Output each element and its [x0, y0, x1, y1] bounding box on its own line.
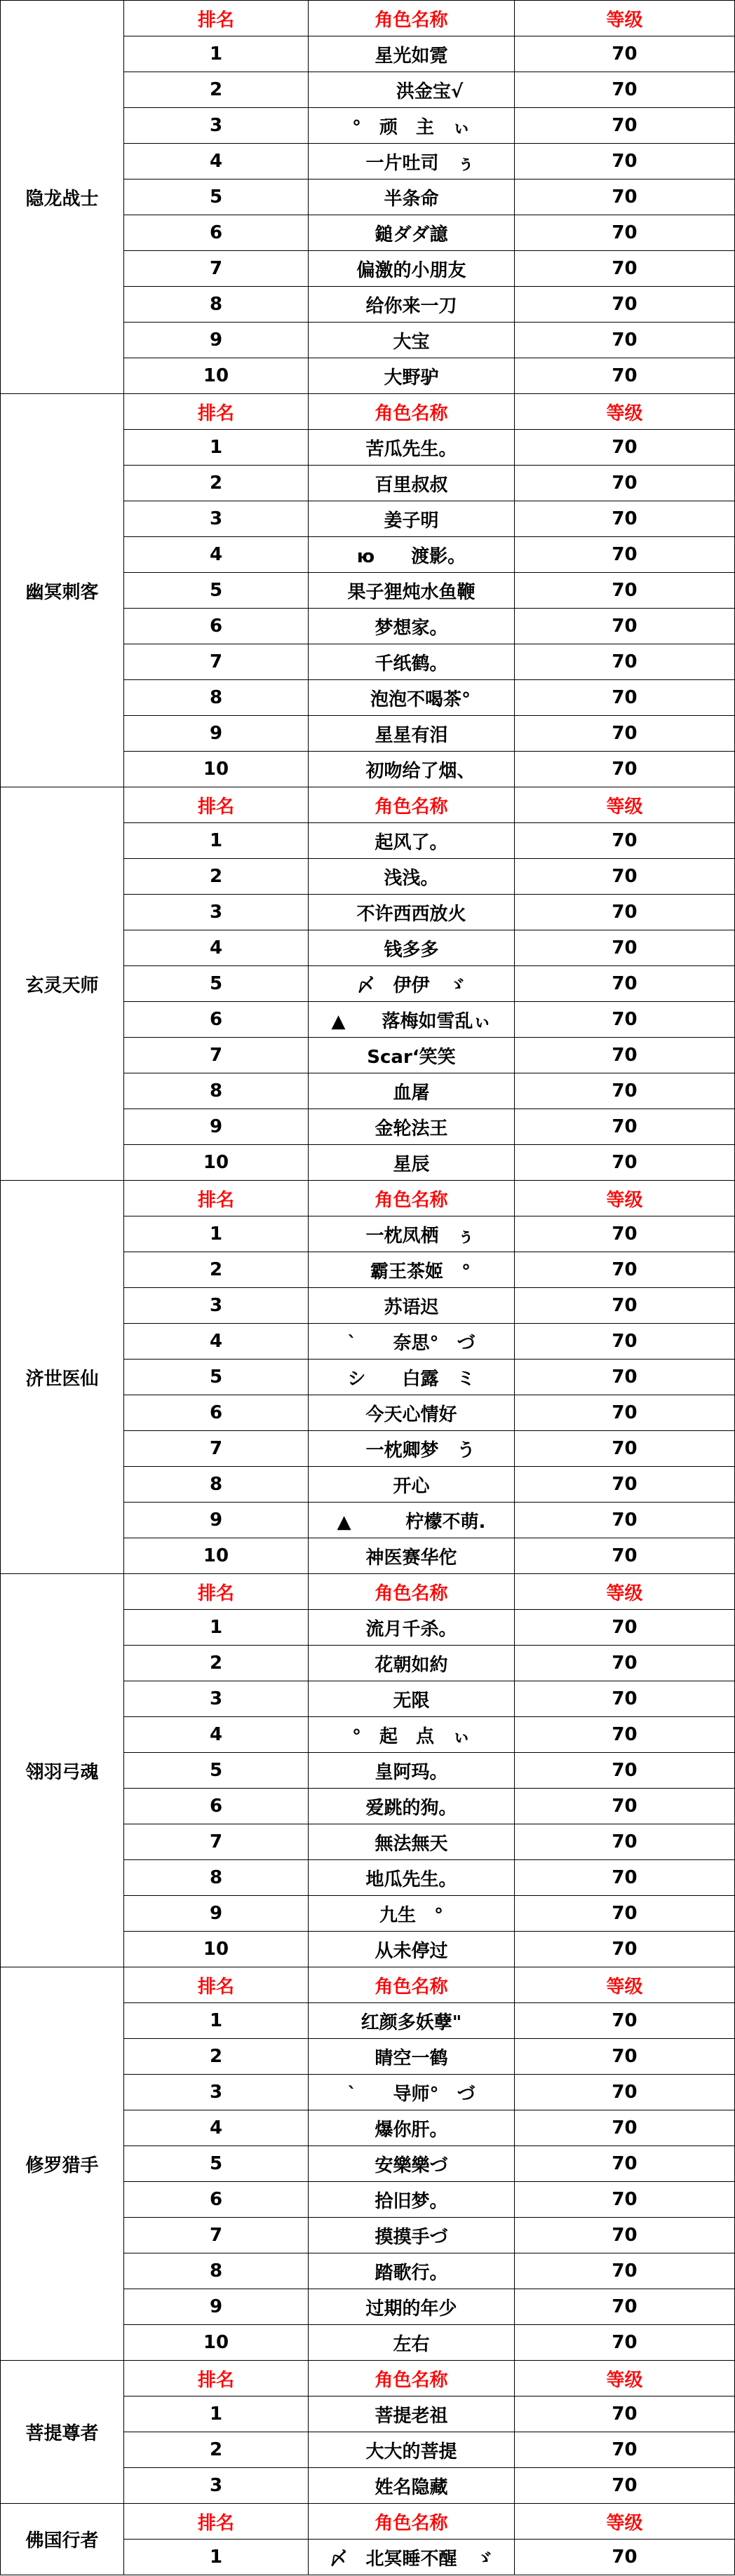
level-cell: 70: [515, 1896, 735, 1932]
character-name-cell: 不许西西放火: [309, 895, 515, 930]
character-name-cell: ▲ 落梅如雪乱ぃ: [309, 1002, 515, 1038]
level-cell: 70: [515, 930, 735, 966]
rank-cell: 3: [124, 895, 309, 930]
rank-cell: 9: [124, 1503, 309, 1538]
character-name-cell: 今天心情好: [309, 1395, 515, 1431]
level-cell: 70: [515, 609, 735, 644]
rank-cell: 3: [124, 501, 309, 537]
header-level: 等级: [515, 787, 735, 823]
character-name-cell: 爆你肝。: [309, 2110, 515, 2146]
section-header-row: [1, 1, 735, 36]
header-rank: 排名: [124, 2361, 309, 2397]
level-cell: 70: [515, 1646, 735, 1681]
rank-cell: 1: [124, 2540, 309, 2575]
level-cell: 70: [515, 466, 735, 501]
character-name-cell: ю 渡影。: [309, 537, 515, 573]
header-level: 等级: [515, 2361, 735, 2397]
level-cell: 70: [515, 2110, 735, 2146]
header-rank: 排名: [124, 1967, 309, 2003]
character-name-cell: 梦想家。: [309, 609, 515, 644]
character-name-cell: 花朝如約: [309, 1646, 515, 1681]
level-cell: 70: [515, 1216, 735, 1252]
character-name-cell: 百里叔叔: [309, 466, 515, 501]
level-cell: 70: [515, 2468, 735, 2504]
level-cell: 70: [515, 1324, 735, 1360]
character-name-cell: 〆 伊伊 ゞ: [309, 966, 515, 1002]
header-name: 角色名称: [309, 1181, 515, 1216]
header-name: 角色名称: [309, 2504, 515, 2540]
rank-cell: 6: [124, 2182, 309, 2218]
rank-cell: 6: [124, 1789, 309, 1824]
rank-cell: 2: [124, 2039, 309, 2075]
section-header-row: [1, 1574, 735, 1610]
header-name: 角色名称: [309, 1574, 515, 1610]
rank-cell: 10: [124, 1538, 309, 1574]
rank-cell: 2: [124, 1252, 309, 1288]
character-name-cell: 钱多多: [309, 930, 515, 966]
rank-cell: 7: [124, 644, 309, 680]
header-rank: 排名: [124, 787, 309, 823]
character-name-cell: 鎚ダダ譩: [309, 215, 515, 251]
character-name-cell: シ 白露 ミ: [309, 1360, 515, 1395]
level-cell: 70: [515, 287, 735, 323]
rank-cell: 8: [124, 2253, 309, 2289]
rank-cell: 5: [124, 1360, 309, 1395]
header-name: 角色名称: [309, 394, 515, 430]
character-name-cell: 开心: [309, 1467, 515, 1503]
level-cell: 70: [515, 537, 735, 573]
level-cell: 70: [515, 144, 735, 179]
level-cell: 70: [515, 1681, 735, 1717]
rank-cell: 1: [124, 36, 309, 72]
level-cell: 70: [515, 2182, 735, 2218]
character-name-cell: 泡泡不喝茶°: [309, 680, 515, 716]
character-name-cell: 一枕凤栖 ぅ: [309, 1216, 515, 1252]
class-name-cell: 翎羽弓魂: [1, 1574, 124, 1967]
level-cell: 70: [515, 251, 735, 287]
level-cell: 70: [515, 1860, 735, 1896]
rank-cell: 1: [124, 2003, 309, 2039]
character-name-cell: 红颜多妖孽": [309, 2003, 515, 2039]
rank-cell: 8: [124, 1860, 309, 1896]
rank-cell: 1: [124, 823, 309, 859]
character-name-cell: 苦瓜先生。: [309, 430, 515, 466]
rank-cell: 6: [124, 1395, 309, 1431]
character-name-cell: 拾旧梦。: [309, 2182, 515, 2218]
header-rank: 排名: [124, 1574, 309, 1610]
rank-cell: 1: [124, 1610, 309, 1646]
level-cell: 70: [515, 644, 735, 680]
character-name-cell: 星辰: [309, 1145, 515, 1181]
character-name-cell: 起风了。: [309, 823, 515, 859]
section-header-row: [1, 2504, 735, 2540]
level-cell: 70: [515, 358, 735, 394]
class-name-cell: 济世医仙: [1, 1181, 124, 1574]
rank-cell: 5: [124, 1753, 309, 1789]
character-name-cell: 左右: [309, 2325, 515, 2361]
rank-cell: 4: [124, 537, 309, 573]
rank-cell: 3: [124, 2075, 309, 2110]
level-cell: 70: [515, 501, 735, 537]
character-name-cell: 踏歌行。: [309, 2253, 515, 2289]
level-cell: 70: [515, 1932, 735, 1967]
level-cell: 70: [515, 215, 735, 251]
level-cell: 70: [515, 1038, 735, 1073]
class-name-cell: 玄灵天师: [1, 787, 124, 1181]
rank-cell: 10: [124, 358, 309, 394]
rank-cell: 6: [124, 215, 309, 251]
class-name-cell: 幽冥刺客: [1, 394, 124, 787]
character-name-cell: 大大的菩提: [309, 2432, 515, 2468]
character-name-cell: 从未停过: [309, 1932, 515, 1967]
rank-cell: 4: [124, 1717, 309, 1753]
character-name-cell: 大野驴: [309, 358, 515, 394]
level-cell: 70: [515, 1395, 735, 1431]
level-cell: 70: [515, 2075, 735, 2110]
level-cell: 70: [515, 1109, 735, 1145]
character-name-cell: ▲ 柠檬不萌.: [309, 1503, 515, 1538]
rank-cell: 6: [124, 609, 309, 644]
level-cell: 70: [515, 1073, 735, 1109]
level-cell: 70: [515, 966, 735, 1002]
character-name-cell: 金轮法王: [309, 1109, 515, 1145]
rank-cell: 2: [124, 72, 309, 108]
class-name-cell: 佛国行者: [1, 2504, 124, 2575]
rank-cell: 7: [124, 1824, 309, 1860]
rank-cell: 4: [124, 2110, 309, 2146]
character-name-cell: 大宝: [309, 323, 515, 358]
character-name-cell: 流月千杀。: [309, 1610, 515, 1646]
rank-cell: 4: [124, 1324, 309, 1360]
character-name-cell: 姜子明: [309, 501, 515, 537]
rank-cell: 5: [124, 179, 309, 215]
level-cell: 70: [515, 2397, 735, 2432]
rank-cell: 1: [124, 430, 309, 466]
level-cell: 70: [515, 1467, 735, 1503]
rank-cell: 10: [124, 1932, 309, 1967]
level-cell: 70: [515, 2003, 735, 2039]
character-name-cell: ` 奈思° づ: [309, 1324, 515, 1360]
level-cell: 70: [515, 72, 735, 108]
rank-cell: 9: [124, 716, 309, 752]
character-name-cell: 爱跳的狗。: [309, 1789, 515, 1824]
character-name-cell: 千纸鹤。: [309, 644, 515, 680]
character-name-cell: 半条命: [309, 179, 515, 215]
character-name-cell: 星光如霓: [309, 36, 515, 72]
level-cell: 70: [515, 859, 735, 895]
level-cell: 70: [515, 752, 735, 787]
character-name-cell: 无限: [309, 1681, 515, 1717]
rank-cell: 5: [124, 573, 309, 609]
character-name-cell: 过期的年少: [309, 2289, 515, 2325]
header-level: 等级: [515, 2504, 735, 2540]
header-level: 等级: [515, 394, 735, 430]
character-name-cell: 皇阿玛。: [309, 1753, 515, 1789]
level-cell: 70: [515, 1288, 735, 1324]
header-rank: 排名: [124, 1, 309, 36]
level-cell: 70: [515, 1145, 735, 1181]
header-name: 角色名称: [309, 1967, 515, 2003]
character-name-cell: 霸王茶姬 °: [309, 1252, 515, 1288]
level-cell: 70: [515, 2218, 735, 2253]
character-name-cell: 神医赛华佗: [309, 1538, 515, 1574]
rank-cell: 6: [124, 1002, 309, 1038]
header-rank: 排名: [124, 394, 309, 430]
header-level: 等级: [515, 1967, 735, 2003]
rank-cell: 3: [124, 108, 309, 144]
character-name-cell: 初吻给了烟、: [309, 752, 515, 787]
character-name-cell: Scar‘笑笑: [309, 1038, 515, 1073]
character-name-cell: 一片吐司 ぅ: [309, 144, 515, 179]
level-cell: 70: [515, 1360, 735, 1395]
rank-cell: 10: [124, 1145, 309, 1181]
rank-cell: 7: [124, 1431, 309, 1467]
rank-cell: 9: [124, 323, 309, 358]
rank-cell: 9: [124, 2289, 309, 2325]
level-cell: 70: [515, 680, 735, 716]
character-name-cell: 给你来一刀: [309, 287, 515, 323]
rank-cell: 3: [124, 1681, 309, 1717]
level-cell: 70: [515, 1538, 735, 1574]
level-cell: 70: [515, 716, 735, 752]
rank-cell: 1: [124, 2397, 309, 2432]
level-cell: 70: [515, 430, 735, 466]
character-name-cell: 菩提老祖: [309, 2397, 515, 2432]
level-cell: 70: [515, 1610, 735, 1646]
character-name-cell: 浅浅。: [309, 859, 515, 895]
level-cell: 70: [515, 2540, 735, 2575]
rank-cell: 9: [124, 1896, 309, 1932]
section-header-row: [1, 787, 735, 823]
rank-cell: 8: [124, 1467, 309, 1503]
level-cell: 70: [515, 323, 735, 358]
level-cell: 70: [515, 179, 735, 215]
character-name-cell: 果子狸炖水鱼鞭: [309, 573, 515, 609]
rank-cell: 3: [124, 2468, 309, 2504]
rank-cell: 5: [124, 2146, 309, 2182]
level-cell: 70: [515, 1753, 735, 1789]
level-cell: 70: [515, 2039, 735, 2075]
level-cell: 70: [515, 1002, 735, 1038]
section-header-row: [1, 2361, 735, 2397]
level-cell: 70: [515, 1431, 735, 1467]
rank-cell: 10: [124, 752, 309, 787]
level-cell: 70: [515, 1789, 735, 1824]
rank-cell: 4: [124, 930, 309, 966]
rank-cell: 2: [124, 2432, 309, 2468]
class-name-cell: 隐龙战士: [1, 1, 124, 394]
rank-cell: 4: [124, 144, 309, 179]
character-name-cell: ° 起 点 ぃ: [309, 1717, 515, 1753]
level-cell: 70: [515, 108, 735, 144]
class-name-cell: 修罗猎手: [1, 1967, 124, 2361]
character-name-cell: 無法無天: [309, 1824, 515, 1860]
rank-cell: 8: [124, 1073, 309, 1109]
header-level: 等级: [515, 1181, 735, 1216]
header-rank: 排名: [124, 1181, 309, 1216]
rank-cell: 8: [124, 680, 309, 716]
header-level: 等级: [515, 1574, 735, 1610]
level-cell: 70: [515, 573, 735, 609]
header-level: 等级: [515, 1, 735, 36]
level-cell: 70: [515, 1824, 735, 1860]
level-cell: 70: [515, 2289, 735, 2325]
character-name-cell: ` 导师° づ: [309, 2075, 515, 2110]
character-name-cell: 〆 北冥睡不醒 ゞ: [309, 2540, 515, 2575]
character-name-cell: 偏激的小朋友: [309, 251, 515, 287]
rank-cell: 3: [124, 1288, 309, 1324]
level-cell: 70: [515, 2146, 735, 2182]
header-name: 角色名称: [309, 1, 515, 36]
rank-cell: 9: [124, 1109, 309, 1145]
level-cell: 70: [515, 1252, 735, 1288]
character-name-cell: 洪金宝√: [309, 72, 515, 108]
class-name-cell: 菩提尊者: [1, 2361, 124, 2504]
rank-cell: 5: [124, 966, 309, 1002]
character-name-cell: 姓名隐藏: [309, 2468, 515, 2504]
section-header-row: [1, 1967, 735, 2003]
level-cell: 70: [515, 2325, 735, 2361]
character-name-cell: ° 顽 主 ぃ: [309, 108, 515, 144]
level-cell: 70: [515, 1717, 735, 1753]
rank-cell: 2: [124, 1646, 309, 1681]
ranking-table-body: [1, 1, 735, 2575]
level-cell: 70: [515, 36, 735, 72]
character-name-cell: 一枕卿梦 う: [309, 1431, 515, 1467]
section-header-row: [1, 1181, 735, 1216]
rank-cell: 8: [124, 287, 309, 323]
character-name-cell: 安樂樂づ: [309, 2146, 515, 2182]
character-name-cell: 星星有泪: [309, 716, 515, 752]
character-name-cell: 血屠: [309, 1073, 515, 1109]
section-header-row: [1, 394, 735, 430]
character-name-cell: 苏语迟: [309, 1288, 515, 1324]
rank-cell: 10: [124, 2325, 309, 2361]
header-name: 角色名称: [309, 787, 515, 823]
rank-cell: 2: [124, 466, 309, 501]
rank-cell: 7: [124, 2218, 309, 2253]
rank-cell: 1: [124, 1216, 309, 1252]
level-cell: 70: [515, 895, 735, 930]
rank-cell: 7: [124, 1038, 309, 1073]
character-name-cell: 摸摸手づ: [309, 2218, 515, 2253]
character-name-cell: 地瓜先生。: [309, 1860, 515, 1896]
header-name: 角色名称: [309, 2361, 515, 2397]
rank-cell: 7: [124, 251, 309, 287]
level-cell: 70: [515, 823, 735, 859]
character-name-cell: 九生 °: [309, 1896, 515, 1932]
level-cell: 70: [515, 2432, 735, 2468]
level-cell: 70: [515, 1503, 735, 1538]
character-name-cell: 睛空一鹤: [309, 2039, 515, 2075]
rank-cell: 2: [124, 859, 309, 895]
level-cell: 70: [515, 2253, 735, 2289]
header-rank: 排名: [124, 2504, 309, 2540]
